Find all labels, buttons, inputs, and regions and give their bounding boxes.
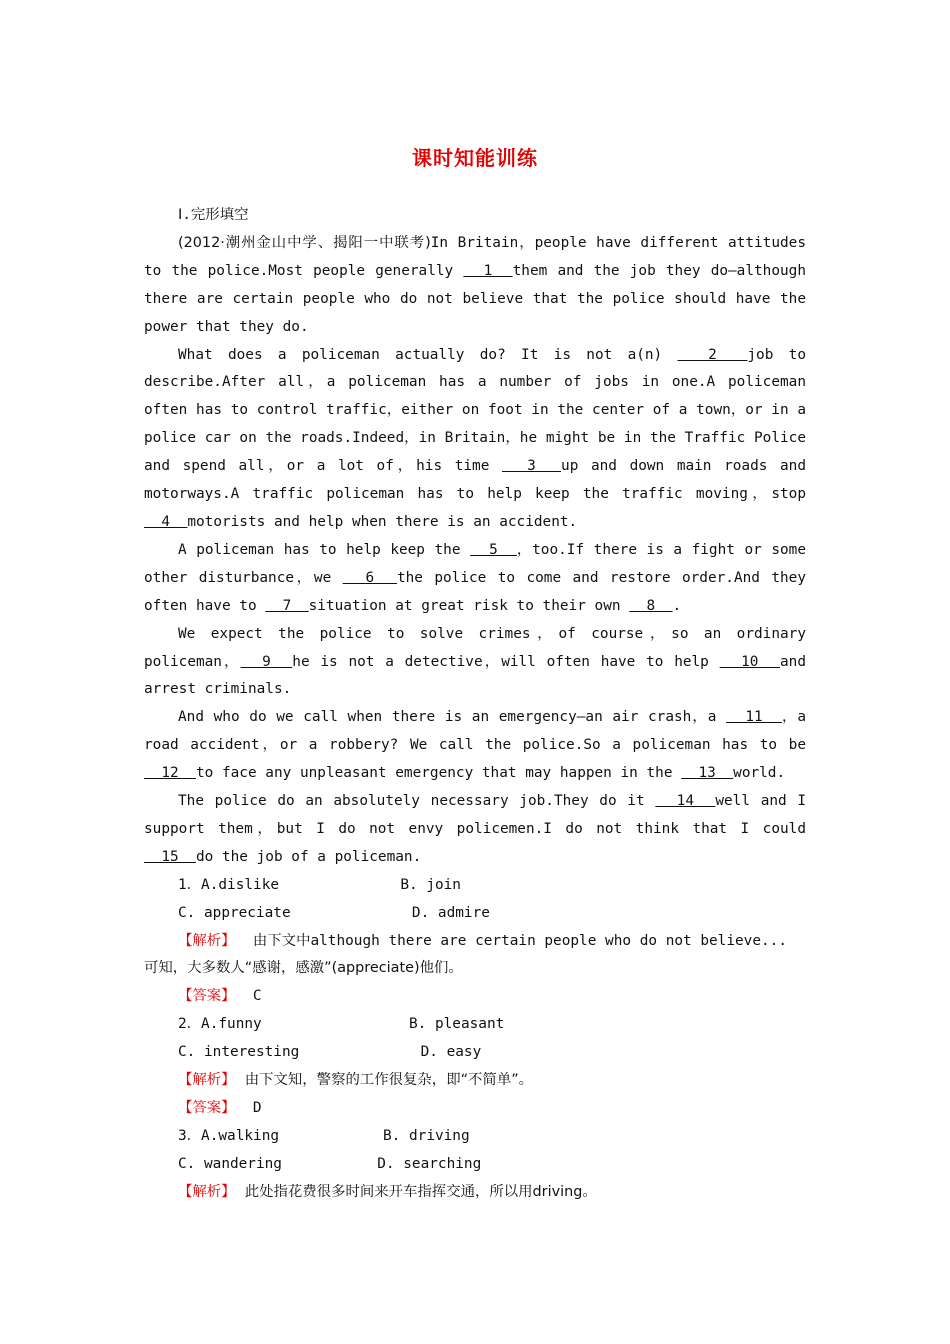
paragraph-3: A policeman has to help keep the 5 ，too.If there is a fight or some other disturbance，we 6 the police to come and restore order.And they often have to 7 situation at great risk to their own 8 . [144,541,806,614]
analysis-tag: 【解析】 [178,1072,236,1089]
question-1-analysis: 【解析】 由下文中although there are certain people who do not believe... [178,932,787,949]
answer-tag: 【答案】 [178,988,236,1005]
question-2-options-ab: 2．A.funny B. pleasant [178,1016,505,1033]
question-1-options-cd: C. appreciate D. admire [178,904,490,921]
blank-12: 12 [144,765,196,782]
blank-11: 11 [726,709,782,726]
paragraph-4: We expect the police to solve crimes，of course，so an ordinary policeman， 9 he is not a detective，will often have to help 10 and arrest criminals. [144,625,806,698]
paragraph-2: What does a policeman actually do? It is not a(n) 2 job to describe.After all，a policeman has a number of jobs in one.A policeman often has to control traffic，either on foot in the center of a town，or in a police car on the roads.Indeed，in Britain，he might be in the Traffic Police and spend all，or a lot of，his time 3 up and down main roads and motorways.A traffic policeman has to help keep the traffic moving，stop 4 motorists and help when there is an accident. [144,346,807,530]
question-1-analysis-cont: 可知，大多数人“感谢，感激”(appreciate)他们。 [144,960,463,977]
paragraph-6: The police do an absolutely necessary job.They do it 14 well and I support them，but I do not envy policemen.I do not think that I could 15 do the job of a policeman. [144,793,807,865]
question-2-answer: 【答案】 D [178,1100,262,1116]
blank-8: 8 [629,597,673,614]
blank-14: 14 [655,793,716,810]
blank-7: 7 [265,597,309,614]
page-title: 课时知能训练 [412,146,538,170]
blank-9: 9 [240,653,293,670]
paragraph-5: And who do we call when there is an emergency—an air crash，a 11 ，a road accident，or a robbery? We call the police.So a policeman has to be 12 to face any unpleasant emergency that may happen in the 13 world. [144,709,807,782]
question-2-analysis: 【解析】 由下文知，警察的工作很复杂，即“不简单”。 [178,1072,534,1089]
blank-5: 5 [470,541,517,558]
question-3-options-ab: 3．A.walking B. driving [178,1127,470,1144]
analysis-tag: 【解析】 [178,1183,236,1200]
question-1-answer: 【答案】 C [178,988,262,1005]
paragraph-1: (2012·潮州金山中学、揭阳一中联考)In Britain，people have different attitudes to the police.Most people generally 1 them and the job they do—although there are certain people who do not believe that the police should have the power that they do. [144,234,806,335]
question-1-options-ab: 1．A.dislike B. join [178,876,461,893]
blank-4: 4 [144,513,188,530]
question-3-options-cd: C. wandering D. searching [178,1155,482,1172]
blank-6: 6 [342,569,397,586]
blank-15: 15 [144,848,196,865]
question-2-options-cd: C. interesting D. easy [178,1044,482,1061]
section-heading: Ⅰ.完形填空 [178,207,249,223]
blank-1: 1 [463,262,513,279]
blank-13: 13 [681,765,734,782]
answer-tag: 【答案】 [178,1100,236,1116]
document-body [144,202,806,1207]
blank-3: 3 [501,458,562,475]
question-3-analysis: 【解析】 此处指花费很多时间来开车指挥交通，所以用driving。 [178,1183,597,1200]
source-note: (2012·潮州金山中学、揭阳一中联考) [178,234,431,251]
analysis-tag: 【解析】 [178,932,236,949]
blank-2: 2 [677,346,748,363]
blank-10: 10 [719,653,780,670]
